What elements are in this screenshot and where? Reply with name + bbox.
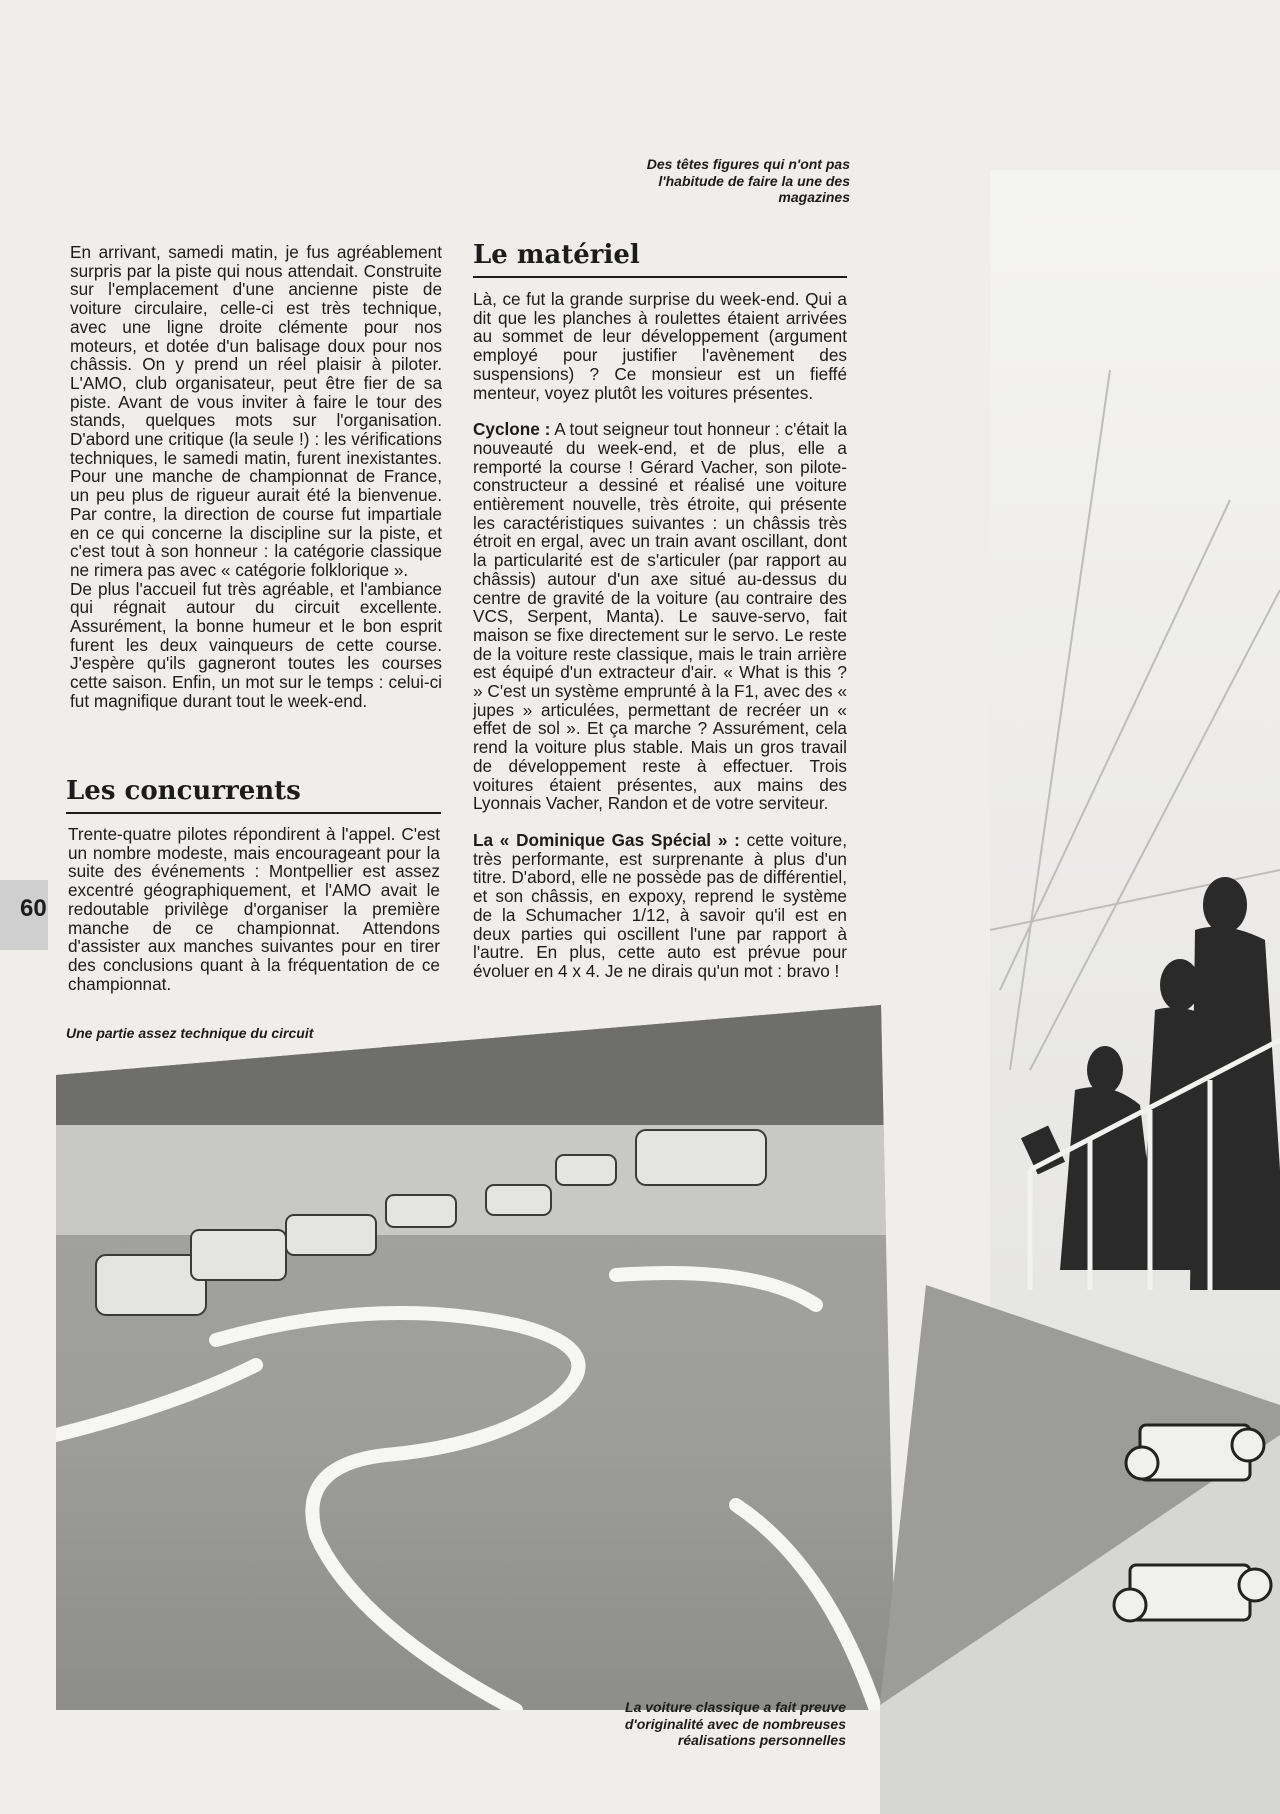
concurrents-text	[68, 825, 440, 993]
cyclone-text: A tout seigneur tout honneur : c'était la nouveauté du week-end, et de plus, elle a remporté la course ! Gérard Vacher, son pilote-constructeur a dessiné et réalisé une voiture entièrement nouvelle, très étroite, qui présente les caractéristiques suivantes : un châssis très étroit en ergal, avec un train avant oscillant, dont la particularité est de s'articuler (par rapport au châssis) autour d'un axe situé au-dessus du centre de gravité de la voiture (au contraire des VCS, Serpent, Manta). Le sauve-servo, fait maison se fixe directement sur le servo. Le reste de la voiture reste classique, mais le train arrière est équipé d'un extracteur d'air. « What is this ? » C'est un système emprunté à la F1, avec des « jupes » articulées, permettant de recréer un « effet de sol ». Et ça marche ? Assurément, cela rend la voiture plus stable. Mais un gros travail de développement reste à effectuer. Trois voitures étaient présentes, aux mains des Lyonnais Vacher, Randon et de votre serviteur.	[473, 419, 848, 814]
intro-paragraph: En arrivant, samedi matin, je fus agréablement surpris par la piste qui nous attendait. Construite sur l'emplacement d'une ancienne piste de voiture circulaire, celle-ci est très technique, avec une ligne droite clémente pour nos moteurs, et dotée d'un balisage doux pour nos châssis. On y prend un réel plaisir à piloter. L'AMO, club organisateur, peut être fier de sa piste. Avant de vous inviter à faire le tour des stands, quelques mots sur l'organisation. D'abord une critique (la seule !) : les vérifications techniques, le samedi matin, furent inexistantes. Pour une manche de championnat de France, un peu plus de rigueur aurait été la bienvenue. Par contre, la direction de course fut impartiale en ce qui concerne la discipline sur la piste, et c'est tout à son honneur : la catégorie classique ne rimera pas avec « catégorie folklorique ».	[70, 242, 442, 580]
section-heading-materiel: Le matériel	[473, 240, 847, 278]
materiel-text	[473, 290, 847, 981]
circuit-photo	[56, 1005, 896, 1710]
dominique-paragraph	[473, 831, 847, 981]
cyclone-paragraph	[473, 420, 847, 813]
concurrents-paragraph: Trente-quatre pilotes répondirent à l'appel. C'est un nombre modeste, mais encourageant pour la suite des événements : Montpellier est assez excentré géographiquement, et l'AMO avait le redoutable privilège d'organiser la première manche de ce championnat. Attendons d'assister aux manches suivantes pour en tirer des conclusions quant à la fréquentation de ce championnat.	[68, 824, 440, 994]
intro-text	[70, 243, 442, 711]
dominique-lead: La « Dominique Gas Spécial » :	[473, 829, 740, 850]
photo-caption-spectators: Des têtes figures qui n'ont pas l'habitude de faire la une des magazines	[646, 156, 850, 205]
intro-paragraph: De plus l'accueil fut très agréable, et l'ambiance qui régnait autour du circuit excellente. Assurément, la bonne humeur et le bon esprit furent les deux vainqueurs de cette course. J'espère qu'ils gagneront toutes les courses cette saison. Enfin, un mot sur le temps : celui-ci fut magnifique durant tout le week-end.	[70, 578, 442, 711]
section-heading-concurrents: Les concurrents	[66, 776, 441, 814]
dominique-text: cette voiture, très performante, est surprenante à plus d'un titre. D'abord, elle ne possède pas de différentiel, et son châssis, en expoxy, reprend le système de la Schumacher 1/12, à savoir qu'il est en deux parties qui oscillent l'une par rapport à l'autre. En plus, cette auto est prévue pour évoluer en 4 x 4. Je ne dirais qu'un mot : bravo !	[473, 829, 847, 981]
page-number: 60	[20, 895, 47, 922]
cyclone-lead: Cyclone :	[473, 419, 551, 440]
photo-caption-circuit: Une partie assez technique du circuit	[66, 1025, 314, 1041]
materiel-paragraph: Là, ce fut la grande surprise du week-end. Qui a dit que les planches à roulettes étaient arrivées au sommet de leur développement (argument employé pour justifier l'avènement des suspensions) ? Ce monsieur est un fieffé menteur, voyez plutôt les voitures présentes.	[473, 289, 847, 403]
photo-caption-cars: La voiture classique a fait preuve d'originalité avec de nombreuses réalisations personnelles	[624, 1699, 846, 1748]
